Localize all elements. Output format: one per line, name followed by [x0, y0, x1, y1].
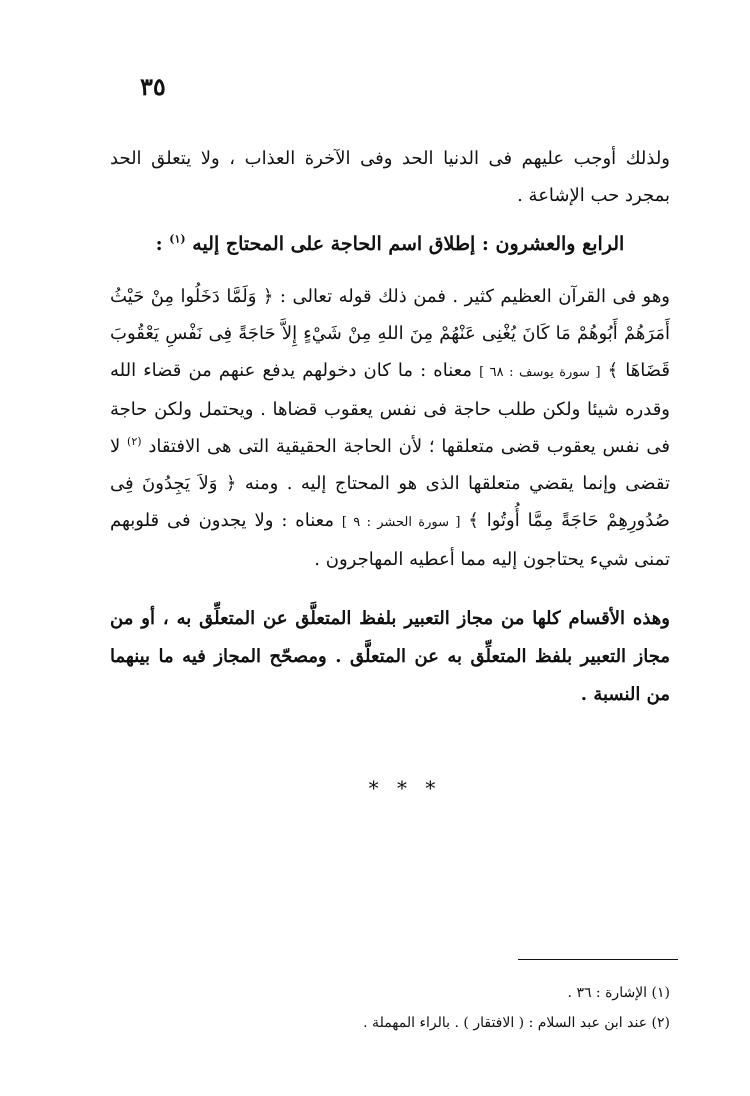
quran-quote-1: ﴿ وَلَمَّا دَخَلُوا مِنْ حَيْثُ أَمَرَهُمْ أَبُوهُمْ مَا كَانَ يُغْنِى عَنْهُمْ مِنَ اللهِ مِنْ شَيْءٍ إِلاَّ حَاجَةً فِى نَفْسِ يَعْقُوبَ قَضَاهَا ﴾ — [110, 286, 670, 381]
heading-text: الرابع والعشرون : إطلاق اسم الحاجة على المحتاج إليه — [192, 233, 625, 255]
quran-citation-2: [ سورة الحشر : ٩ ] — [341, 515, 461, 530]
paragraph-3: وهذه الأقسام كلها من مجاز التعبير بلفظ المتعلَّق عن المتعلِّق به ، أو من مجاز التعبير بلفظ المتعلِّق به عن المتعلَّق . ومصحّح المجاز فيه ما بينهما من النسبة . — [110, 608, 670, 705]
quran-quote-2: ﴿ وَلاَ يَجِدُونَ فِى صُدُورِهِمْ حَاجَةً مِمَّا أُوتُوا ﴾ — [110, 473, 670, 531]
paragraph-2-text-3: معناه : ولا يجدون فى قلوبهم تمنى شيء يحتاجون إليه مما أعطيه المهاجرون . — [110, 510, 670, 570]
footnote-text: الإشارة : ٣٦ . — [567, 985, 648, 1001]
footnote-marker: (٢) — [651, 1015, 670, 1031]
footnotes — [110, 978, 670, 1038]
heading-footnote-ref: (١) — [169, 232, 186, 246]
paragraph-2-text-2: لا تقضى وإنما يقضي متعلقها الذى هو المحتاج إليه . ومنه — [110, 436, 671, 494]
footnote-rule — [518, 959, 678, 960]
quran-citation-1: [ سورة يوسف : ٦٨ ] — [479, 365, 601, 380]
paragraph-1: ولذلك أوجب عليهم فى الدنيا الحد وفى الآخرة العذاب ، ولا يتعلق الحد بمجرد حب الإشاعة . — [110, 148, 670, 206]
footnote-ref-2: (٢) — [127, 435, 142, 448]
footnote-item — [110, 978, 670, 1008]
heading-colon: : — [155, 233, 163, 255]
footnote-text: عند ابن عبد السلام : ( الافتقار ) . بالراء المهملة . — [363, 1015, 648, 1031]
footnote-item — [110, 1008, 670, 1038]
section-heading — [110, 226, 670, 262]
page-number: ٣٥ — [140, 72, 166, 101]
footnote-marker: (١) — [651, 985, 670, 1001]
paragraph-2 — [110, 278, 670, 578]
paragraph-2-intro: وهو فى القرآن العظيم كثير . فمن ذلك قوله تعالى : — [273, 286, 671, 307]
paragraph-2-text-1: معناه : ما كان دخولهم يدفع عنهم من قضاء الله وقدره شيئا ولكن طلب حاجة فى نفس يعقوب قضاها . ويحتمل ولكن حاجة فى نفس يعقوب قضى متعلقها ؛ لأن الحاجة الحقيقية التى هى الافتقاد — [110, 360, 670, 457]
section-separator: * * * — [368, 776, 442, 800]
